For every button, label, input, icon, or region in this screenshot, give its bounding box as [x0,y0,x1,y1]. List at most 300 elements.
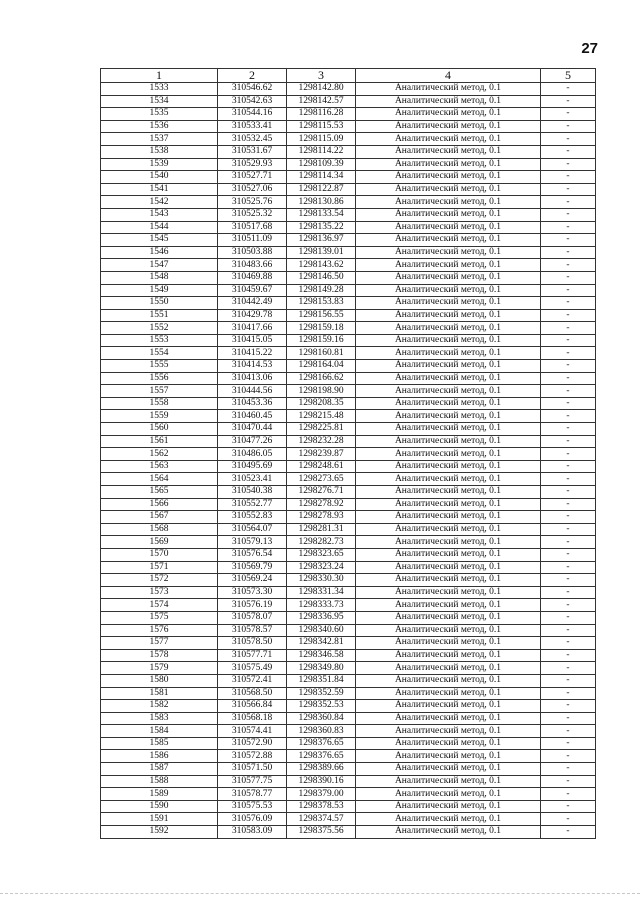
point-number-cell: 1567 [101,511,218,524]
x-coordinate-cell: 310578.07 [218,611,287,624]
y-coordinate-cell: 1298122.87 [287,183,356,196]
accuracy-cell: - [541,133,596,146]
table-row [101,486,596,499]
point-number-cell: 1587 [101,763,218,776]
point-number-cell: 1534 [101,95,218,108]
table-row [101,435,596,448]
y-coordinate-cell: 1298282.73 [287,536,356,549]
table-row [101,183,596,196]
accuracy-cell: - [541,83,596,96]
accuracy-cell: - [541,473,596,486]
method-cell: Аналитический метод, 0.1 [356,259,541,272]
point-number-cell: 1588 [101,775,218,788]
point-number-cell: 1559 [101,410,218,423]
point-number-cell: 1540 [101,171,218,184]
method-cell: Аналитический метод, 0.1 [356,448,541,461]
table-row [101,410,596,423]
table-row [101,360,596,373]
x-coordinate-cell: 310546.62 [218,83,287,96]
y-coordinate-cell: 1298342.81 [287,637,356,650]
method-cell: Аналитический метод, 0.1 [356,397,541,410]
accuracy-cell: - [541,637,596,650]
point-number-cell: 1562 [101,448,218,461]
accuracy-cell: - [541,347,596,360]
x-coordinate-cell: 310576.19 [218,599,287,612]
method-cell: Аналитический метод, 0.1 [356,700,541,713]
method-cell: Аналитический метод, 0.1 [356,498,541,511]
method-cell: Аналитический метод, 0.1 [356,221,541,234]
point-number-cell: 1576 [101,624,218,637]
x-coordinate-cell: 310453.36 [218,397,287,410]
table-row [101,246,596,259]
point-number-cell: 1545 [101,234,218,247]
point-number-cell: 1571 [101,561,218,574]
y-coordinate-cell: 1298352.53 [287,700,356,713]
x-coordinate-cell: 310517.68 [218,221,287,234]
x-coordinate-cell: 310442.49 [218,297,287,310]
point-number-cell: 1569 [101,536,218,549]
y-coordinate-cell: 1298215.48 [287,410,356,423]
table-row [101,158,596,171]
method-cell: Аналитический метод, 0.1 [356,208,541,221]
table-row [101,674,596,687]
accuracy-cell: - [541,561,596,574]
accuracy-cell: - [541,385,596,398]
y-coordinate-cell: 1298378.53 [287,800,356,813]
table-row [101,460,596,473]
x-coordinate-cell: 310575.53 [218,800,287,813]
table-row [101,259,596,272]
point-number-cell: 1561 [101,435,218,448]
table-row [101,196,596,209]
y-coordinate-cell: 1298331.34 [287,586,356,599]
accuracy-cell: - [541,511,596,524]
x-coordinate-cell: 310527.06 [218,183,287,196]
method-cell: Аналитический метод, 0.1 [356,83,541,96]
x-coordinate-cell: 310578.57 [218,624,287,637]
method-cell: Аналитический метод, 0.1 [356,775,541,788]
y-coordinate-cell: 1298346.58 [287,649,356,662]
table-row [101,574,596,587]
point-number-cell: 1568 [101,523,218,536]
table-row [101,385,596,398]
x-coordinate-cell: 310574.41 [218,725,287,738]
table-row [101,297,596,310]
y-coordinate-cell: 1298336.95 [287,611,356,624]
y-coordinate-cell: 1298114.22 [287,145,356,158]
y-coordinate-cell: 1298374.57 [287,813,356,826]
accuracy-cell: - [541,826,596,839]
point-number-cell: 1570 [101,548,218,561]
x-coordinate-cell: 310415.22 [218,347,287,360]
accuracy-cell: - [541,548,596,561]
x-coordinate-cell: 310540.38 [218,486,287,499]
x-coordinate-cell: 310495.69 [218,460,287,473]
accuracy-cell: - [541,737,596,750]
y-coordinate-cell: 1298352.59 [287,687,356,700]
x-coordinate-cell: 310469.88 [218,271,287,284]
y-coordinate-cell: 1298333.73 [287,599,356,612]
accuracy-cell: - [541,108,596,121]
table-row [101,523,596,536]
point-number-cell: 1577 [101,637,218,650]
table-row [101,599,596,612]
table-row [101,145,596,158]
x-coordinate-cell: 310444.56 [218,385,287,398]
x-coordinate-cell: 310503.88 [218,246,287,259]
accuracy-cell: - [541,574,596,587]
y-coordinate-cell: 1298142.57 [287,95,356,108]
method-cell: Аналитический метод, 0.1 [356,158,541,171]
y-coordinate-cell: 1298136.97 [287,234,356,247]
point-number-cell: 1584 [101,725,218,738]
table-row [101,448,596,461]
y-coordinate-cell: 1298389.66 [287,763,356,776]
method-cell: Аналитический метод, 0.1 [356,687,541,700]
x-coordinate-cell: 310572.88 [218,750,287,763]
x-coordinate-cell: 310579.13 [218,536,287,549]
y-coordinate-cell: 1298198.90 [287,385,356,398]
accuracy-cell: - [541,536,596,549]
point-number-cell: 1589 [101,788,218,801]
table-row [101,208,596,221]
point-number-cell: 1583 [101,712,218,725]
method-cell: Аналитический метод, 0.1 [356,322,541,335]
y-coordinate-cell: 1298208.35 [287,397,356,410]
accuracy-cell: - [541,700,596,713]
accuracy-cell: - [541,271,596,284]
method-cell: Аналитический метод, 0.1 [356,800,541,813]
accuracy-cell: - [541,523,596,536]
method-cell: Аналитический метод, 0.1 [356,536,541,549]
x-coordinate-cell: 310552.77 [218,498,287,511]
y-coordinate-cell: 1298116.28 [287,108,356,121]
table-row [101,700,596,713]
table-row [101,347,596,360]
x-coordinate-cell: 310564.07 [218,523,287,536]
y-coordinate-cell: 1298114.34 [287,171,356,184]
point-number-cell: 1580 [101,674,218,687]
x-coordinate-cell: 310544.16 [218,108,287,121]
x-coordinate-cell: 310578.77 [218,788,287,801]
table-row [101,775,596,788]
table-row [101,372,596,385]
table-body [101,83,596,839]
y-coordinate-cell: 1298273.65 [287,473,356,486]
table-row [101,813,596,826]
x-coordinate-cell: 310566.84 [218,700,287,713]
x-coordinate-cell: 310568.18 [218,712,287,725]
point-number-cell: 1565 [101,486,218,499]
table-row [101,511,596,524]
accuracy-cell: - [541,498,596,511]
point-number-cell: 1544 [101,221,218,234]
point-number-cell: 1543 [101,208,218,221]
accuracy-cell: - [541,171,596,184]
x-coordinate-cell: 310486.05 [218,448,287,461]
point-number-cell: 1535 [101,108,218,121]
method-cell: Аналитический метод, 0.1 [356,347,541,360]
method-cell: Аналитический метод, 0.1 [356,334,541,347]
method-cell: Аналитический метод, 0.1 [356,120,541,133]
table-row [101,108,596,121]
accuracy-cell: - [541,183,596,196]
method-cell: Аналитический метод, 0.1 [356,813,541,826]
method-cell: Аналитический метод, 0.1 [356,183,541,196]
x-coordinate-cell: 310532.45 [218,133,287,146]
column-header: 5 [541,69,596,83]
table-row [101,473,596,486]
accuracy-cell: - [541,259,596,272]
accuracy-cell: - [541,712,596,725]
x-coordinate-cell: 310511.09 [218,234,287,247]
point-number-cell: 1549 [101,284,218,297]
table-header-row [101,69,596,83]
method-cell: Аналитический метод, 0.1 [356,737,541,750]
method-cell: Аналитический метод, 0.1 [356,385,541,398]
x-coordinate-cell: 310576.09 [218,813,287,826]
y-coordinate-cell: 1298133.54 [287,208,356,221]
point-number-cell: 1560 [101,423,218,436]
accuracy-cell: - [541,725,596,738]
column-header: 3 [287,69,356,83]
accuracy-cell: - [541,750,596,763]
x-coordinate-cell: 310569.24 [218,574,287,587]
method-cell: Аналитический метод, 0.1 [356,360,541,373]
x-coordinate-cell: 310460.45 [218,410,287,423]
x-coordinate-cell: 310572.90 [218,737,287,750]
point-number-cell: 1579 [101,662,218,675]
y-coordinate-cell: 1298278.92 [287,498,356,511]
y-coordinate-cell: 1298376.65 [287,750,356,763]
table-row [101,334,596,347]
y-coordinate-cell: 1298379.00 [287,788,356,801]
x-coordinate-cell: 310571.50 [218,763,287,776]
method-cell: Аналитический метод, 0.1 [356,423,541,436]
point-number-cell: 1590 [101,800,218,813]
method-cell: Аналитический метод, 0.1 [356,523,541,536]
x-coordinate-cell: 310483.66 [218,259,287,272]
accuracy-cell: - [541,297,596,310]
accuracy-cell: - [541,813,596,826]
accuracy-cell: - [541,322,596,335]
table-row [101,687,596,700]
method-cell: Аналитический метод, 0.1 [356,712,541,725]
point-number-cell: 1552 [101,322,218,335]
method-cell: Аналитический метод, 0.1 [356,486,541,499]
accuracy-cell: - [541,221,596,234]
method-cell: Аналитический метод, 0.1 [356,196,541,209]
method-cell: Аналитический метод, 0.1 [356,133,541,146]
point-number-cell: 1536 [101,120,218,133]
table-row [101,536,596,549]
table-row [101,649,596,662]
x-coordinate-cell: 310568.50 [218,687,287,700]
table-row [101,750,596,763]
y-coordinate-cell: 1298330.30 [287,574,356,587]
y-coordinate-cell: 1298323.65 [287,548,356,561]
method-cell: Аналитический метод, 0.1 [356,95,541,108]
y-coordinate-cell: 1298166.62 [287,372,356,385]
method-cell: Аналитический метод, 0.1 [356,246,541,259]
method-cell: Аналитический метод, 0.1 [356,624,541,637]
x-coordinate-cell: 310413.06 [218,372,287,385]
method-cell: Аналитический метод, 0.1 [356,234,541,247]
y-coordinate-cell: 1298109.39 [287,158,356,171]
y-coordinate-cell: 1298160.81 [287,347,356,360]
x-coordinate-cell: 310531.67 [218,145,287,158]
table-row [101,322,596,335]
accuracy-cell: - [541,284,596,297]
y-coordinate-cell: 1298143.62 [287,259,356,272]
x-coordinate-cell: 310576.54 [218,548,287,561]
table-row [101,397,596,410]
point-number-cell: 1592 [101,826,218,839]
point-number-cell: 1542 [101,196,218,209]
point-number-cell: 1558 [101,397,218,410]
accuracy-cell: - [541,448,596,461]
table-row [101,586,596,599]
coordinates-table [100,68,596,839]
point-number-cell: 1538 [101,145,218,158]
x-coordinate-cell: 310529.93 [218,158,287,171]
table-row [101,800,596,813]
table-row [101,221,596,234]
point-number-cell: 1574 [101,599,218,612]
x-coordinate-cell: 310415.05 [218,334,287,347]
y-coordinate-cell: 1298159.18 [287,322,356,335]
x-coordinate-cell: 310523.41 [218,473,287,486]
point-number-cell: 1556 [101,372,218,385]
accuracy-cell: - [541,649,596,662]
point-number-cell: 1586 [101,750,218,763]
point-number-cell: 1581 [101,687,218,700]
accuracy-cell: - [541,586,596,599]
table-row [101,662,596,675]
table-row [101,788,596,801]
accuracy-cell: - [541,208,596,221]
y-coordinate-cell: 1298142.80 [287,83,356,96]
accuracy-cell: - [541,674,596,687]
table-row [101,120,596,133]
x-coordinate-cell: 310429.78 [218,309,287,322]
accuracy-cell: - [541,763,596,776]
x-coordinate-cell: 310577.71 [218,649,287,662]
method-cell: Аналитический метод, 0.1 [356,548,541,561]
accuracy-cell: - [541,788,596,801]
method-cell: Аналитический метод, 0.1 [356,574,541,587]
x-coordinate-cell: 310552.83 [218,511,287,524]
method-cell: Аналитический метод, 0.1 [356,561,541,574]
method-cell: Аналитический метод, 0.1 [356,309,541,322]
table-row [101,234,596,247]
table-row [101,309,596,322]
y-coordinate-cell: 1298156.55 [287,309,356,322]
point-number-cell: 1557 [101,385,218,398]
x-coordinate-cell: 310414.53 [218,360,287,373]
accuracy-cell: - [541,435,596,448]
accuracy-cell: - [541,246,596,259]
method-cell: Аналитический метод, 0.1 [356,372,541,385]
y-coordinate-cell: 1298130.86 [287,196,356,209]
accuracy-cell: - [541,95,596,108]
accuracy-cell: - [541,334,596,347]
point-number-cell: 1564 [101,473,218,486]
accuracy-cell: - [541,599,596,612]
y-coordinate-cell: 1298153.83 [287,297,356,310]
y-coordinate-cell: 1298278.93 [287,511,356,524]
point-number-cell: 1563 [101,460,218,473]
table-row [101,171,596,184]
y-coordinate-cell: 1298375.56 [287,826,356,839]
point-number-cell: 1539 [101,158,218,171]
point-number-cell: 1591 [101,813,218,826]
x-coordinate-cell: 310569.79 [218,561,287,574]
point-number-cell: 1578 [101,649,218,662]
x-coordinate-cell: 310577.75 [218,775,287,788]
point-number-cell: 1548 [101,271,218,284]
table-row [101,548,596,561]
accuracy-cell: - [541,234,596,247]
method-cell: Аналитический метод, 0.1 [356,826,541,839]
point-number-cell: 1573 [101,586,218,599]
accuracy-cell: - [541,309,596,322]
x-coordinate-cell: 310542.63 [218,95,287,108]
table-row [101,763,596,776]
y-coordinate-cell: 1298349.80 [287,662,356,675]
y-coordinate-cell: 1298276.71 [287,486,356,499]
point-number-cell: 1585 [101,737,218,750]
column-header: 2 [218,69,287,83]
point-number-cell: 1553 [101,334,218,347]
point-number-cell: 1566 [101,498,218,511]
table-row [101,611,596,624]
y-coordinate-cell: 1298376.65 [287,737,356,750]
table-row [101,498,596,511]
point-number-cell: 1551 [101,309,218,322]
accuracy-cell: - [541,196,596,209]
accuracy-cell: - [541,624,596,637]
x-coordinate-cell: 310459.67 [218,284,287,297]
method-cell: Аналитический метод, 0.1 [356,410,541,423]
x-coordinate-cell: 310573.30 [218,586,287,599]
table-row [101,271,596,284]
point-number-cell: 1547 [101,259,218,272]
method-cell: Аналитический метод, 0.1 [356,649,541,662]
accuracy-cell: - [541,120,596,133]
point-number-cell: 1554 [101,347,218,360]
y-coordinate-cell: 1298135.22 [287,221,356,234]
y-coordinate-cell: 1298390.16 [287,775,356,788]
accuracy-cell: - [541,775,596,788]
x-coordinate-cell: 310583.09 [218,826,287,839]
y-coordinate-cell: 1298281.31 [287,523,356,536]
y-coordinate-cell: 1298164.04 [287,360,356,373]
y-coordinate-cell: 1298139.01 [287,246,356,259]
y-coordinate-cell: 1298146.50 [287,271,356,284]
method-cell: Аналитический метод, 0.1 [356,586,541,599]
accuracy-cell: - [541,423,596,436]
accuracy-cell: - [541,145,596,158]
table-row [101,133,596,146]
point-number-cell: 1555 [101,360,218,373]
table-row [101,624,596,637]
y-coordinate-cell: 1298360.84 [287,712,356,725]
accuracy-cell: - [541,662,596,675]
point-number-cell: 1582 [101,700,218,713]
x-coordinate-cell: 310575.49 [218,662,287,675]
table-row [101,284,596,297]
